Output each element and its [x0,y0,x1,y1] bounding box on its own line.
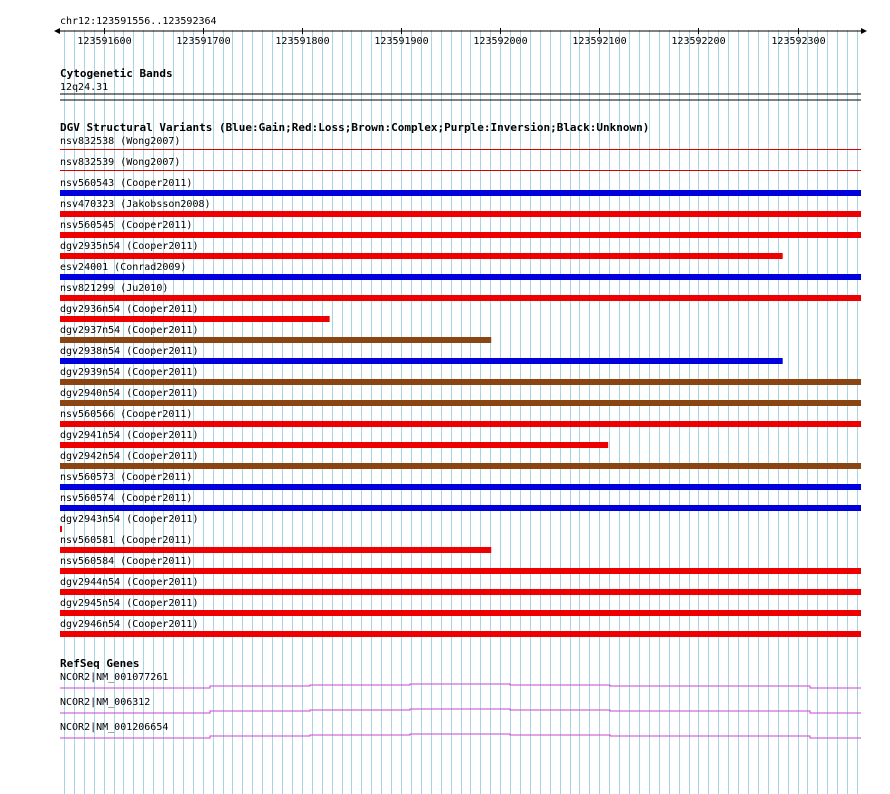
dgv-variant-label[interactable]: nsv821299 (Ju2010) [60,283,169,294]
dgv-variant-bar[interactable] [60,274,861,280]
refseq-features [60,672,861,738]
dgv-variant-label[interactable]: dgv2944n54 (Cooper2011) [60,577,199,588]
dgv-variant-bar[interactable] [60,589,861,595]
dgv-variant-bar[interactable] [60,379,861,385]
ruler-tick-label: 123591900 [374,36,429,47]
dgv-variant-label[interactable]: nsv560584 (Cooper2011) [60,556,193,567]
ruler [54,16,867,47]
dgv-variant-bar[interactable] [60,547,491,553]
dgv-variant-bar[interactable] [60,421,861,427]
dgv-features [60,136,861,637]
dgv-variant-label[interactable]: dgv2942n54 (Cooper2011) [60,451,199,462]
dgv-variant-bar[interactable] [60,358,783,364]
dgv-variant-bar[interactable] [60,232,861,238]
dgv-variant-label[interactable]: dgv2940n54 (Cooper2011) [60,388,199,399]
dgv-variant-bar[interactable] [60,610,861,616]
dgv-variant-label[interactable]: nsv560574 (Cooper2011) [60,493,193,504]
ruler-arrow-left-icon [54,28,60,34]
dgv-variant-label[interactable]: dgv2943n54 (Cooper2011) [60,514,199,525]
refseq-gene-label[interactable]: NCOR2|NM_006312 [60,697,151,708]
dgv-variant-label[interactable]: nsv470323 (Jakobsson2008) [60,199,211,210]
dgv-variant-bar[interactable] [60,442,608,448]
dgv-title: DGV Structural Variants (Blue:Gain;Red:Loss;Brown:Complex;Purple:Inversion;Black:Unknown) [60,121,650,134]
refseq-gene-model[interactable] [60,709,861,713]
dgv-variant-label[interactable]: esv24001 (Conrad2009) [60,262,187,273]
dgv-variant-bar[interactable] [60,253,783,259]
dgv-variant-label[interactable]: nsv560543 (Cooper2011) [60,178,193,189]
ruler-tick-label: 123591600 [77,36,132,47]
ruler-arrow-right-icon [861,28,867,34]
dgv-variant-label[interactable]: nsv560573 (Cooper2011) [60,472,193,483]
dgv-variant-label[interactable]: dgv2935n54 (Cooper2011) [60,241,199,252]
refseq-gene-model[interactable] [60,684,861,688]
region-label: chr12:123591556..123592364 [60,16,217,27]
dgv-variant-label[interactable]: dgv2939n54 (Cooper2011) [60,367,199,378]
dgv-variant-bar[interactable] [60,295,861,301]
ruler-tick-label: 123592300 [771,36,826,47]
dgv-variant-label[interactable]: nsv560545 (Cooper2011) [60,220,193,231]
dgv-variant-label[interactable]: nsv560581 (Cooper2011) [60,535,193,546]
ruler-tick-label: 123591700 [176,36,231,47]
dgv-variant-bar[interactable] [60,400,861,406]
ruler-tick-label: 123591800 [275,36,330,47]
dgv-variant-bar[interactable] [60,337,491,343]
cytoband-title: Cytogenetic Bands [60,67,173,80]
dgv-variant-label[interactable]: dgv2945n54 (Cooper2011) [60,598,199,609]
dgv-variant-label[interactable]: dgv2941n54 (Cooper2011) [60,430,199,441]
dgv-variant-bar[interactable] [60,568,861,574]
refseq-gene-model[interactable] [60,734,861,738]
dgv-variant-label[interactable]: dgv2938n54 (Cooper2011) [60,346,199,357]
dgv-variant-label[interactable]: dgv2937n54 (Cooper2011) [60,325,199,336]
dgv-variant-label[interactable]: nsv560566 (Cooper2011) [60,409,193,420]
cytoband-track [60,67,861,100]
refseq-gene-label[interactable]: NCOR2|NM_001077261 [60,672,169,683]
refseq-gene-label[interactable]: NCOR2|NM_001206654 [60,722,169,733]
dgv-variant-bar[interactable] [60,505,861,511]
dgv-variant-label[interactable]: nsv832539 (Wong2007) [60,157,181,168]
dgv-variant-bar[interactable] [60,170,861,171]
dgv-variant-bar[interactable] [60,149,861,150]
ruler-tick-label: 123592200 [671,36,726,47]
dgv-variant-label[interactable]: nsv832538 (Wong2007) [60,136,181,147]
dgv-variant-bar[interactable] [60,484,861,490]
dgv-variant-bar[interactable] [60,526,62,532]
dgv-variant-bar[interactable] [60,211,861,217]
ruler-tick-label: 123592100 [572,36,627,47]
dgv-variant-bar[interactable] [60,316,330,322]
cytoband-label: 12q24.31 [60,82,109,93]
refseq-track [60,657,861,738]
dgv-variant-bar[interactable] [60,190,861,196]
refseq-title: RefSeq Genes [60,657,140,670]
dgv-variant-bar[interactable] [60,631,861,637]
ruler-tick-label: 123592000 [473,36,528,47]
dgv-variant-label[interactable]: dgv2946n54 (Cooper2011) [60,619,199,630]
dgv-variant-bar[interactable] [60,463,861,469]
dgv-track [60,121,861,637]
dgv-variant-label[interactable]: dgv2936n54 (Cooper2011) [60,304,199,315]
